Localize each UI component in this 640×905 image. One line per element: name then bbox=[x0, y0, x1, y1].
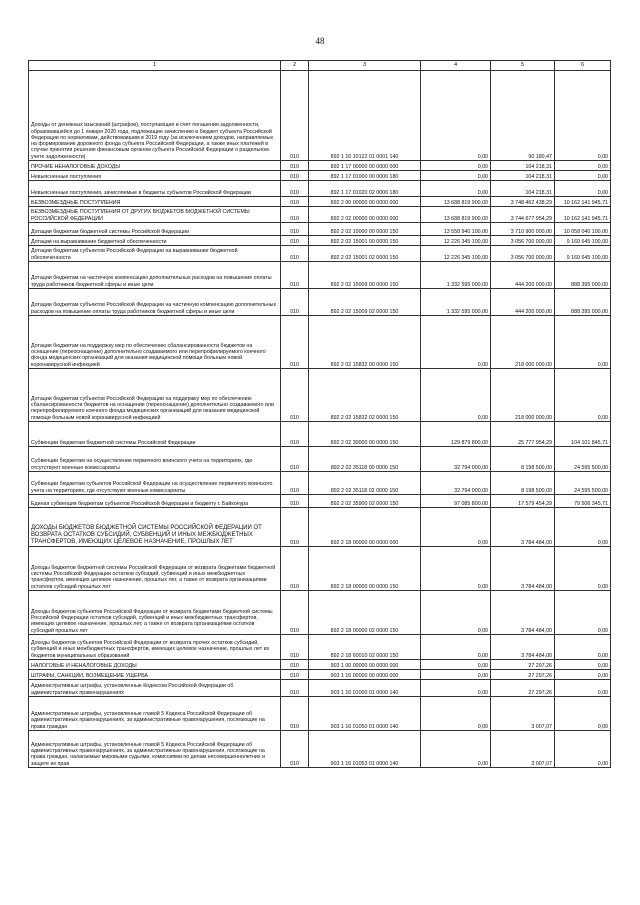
row-code: 010 bbox=[281, 262, 309, 289]
budget-classification-code: 892 2 02 35900 02 0000 150 bbox=[309, 495, 421, 508]
budget-classification-code: 892 2 02 30000 00 0000 150 bbox=[309, 422, 421, 447]
row-name: Дотации бюджетам субъектов Российской Федерации на выравнивание бюджетной обеспеченности bbox=[29, 246, 281, 262]
row-name: Субвенции бюджетам бюджетной системы Российской Федерации bbox=[29, 422, 281, 447]
budget-classification-code: 892 2 02 00000 00 0000 000 bbox=[309, 207, 421, 223]
approved-amount: 0,00 bbox=[421, 508, 491, 547]
approved-amount: 0,00 bbox=[421, 181, 491, 197]
table-row bbox=[29, 369, 611, 422]
unexecuted-amount: 888 395 000,00 bbox=[555, 262, 611, 289]
executed-amount: 3 056 700 000,00 bbox=[491, 236, 555, 246]
table-row bbox=[29, 262, 611, 289]
executed-amount: 3 744 677 954,29 bbox=[491, 207, 555, 223]
row-name: Дотации бюджетам бюджетной системы Российской Федерации bbox=[29, 223, 281, 236]
table-row bbox=[29, 697, 611, 731]
budget-classification-code: 892 2 02 15009 00 0000 150 bbox=[309, 262, 421, 289]
executed-amount: 3 784 484,00 bbox=[491, 547, 555, 591]
unexecuted-amount: 0,00 bbox=[555, 680, 611, 697]
budget-classification-code: 892 2 02 15009 02 0000 150 bbox=[309, 289, 421, 316]
budget-classification-code: 892 2 18 00000 00 0000 000 bbox=[309, 508, 421, 547]
row-code: 010 bbox=[281, 316, 309, 369]
budget-classification-code: 892 2 02 15832 00 0000 150 bbox=[309, 316, 421, 369]
row-name: Единая субвенция бюджетам субъектов Российской Федерации и бюджету г. Байконура bbox=[29, 495, 281, 508]
row-name: Невыясненные поступления, зачисляемые в бюджеты субъектов Российской Федерации bbox=[29, 181, 281, 197]
unexecuted-amount: 0,00 bbox=[555, 181, 611, 197]
row-code: 010 bbox=[281, 731, 309, 768]
row-name: Дотации бюджетам на поддержку мер по обеспечению сбалансированности бюджетов на оснащение (переоснащение) дополнительно создаваемого или перепрофилируемого коечного фонда медицинских организаций для оказания медицинской помощи больным новой коронавирусной инфекцией bbox=[29, 316, 281, 369]
budget-classification-code: 903 1 00 00000 00 0000 000 bbox=[309, 660, 421, 670]
column-header: 6 bbox=[555, 61, 611, 71]
unexecuted-amount: 104 101 845,71 bbox=[555, 422, 611, 447]
row-code: 010 bbox=[281, 289, 309, 316]
row-code: 010 bbox=[281, 71, 309, 161]
approved-amount: 0,00 bbox=[421, 680, 491, 697]
unexecuted-amount: 9 169 645 100,00 bbox=[555, 236, 611, 246]
column-header: 1 bbox=[29, 61, 281, 71]
executed-amount: 3 710 900 000,00 bbox=[491, 223, 555, 236]
row-name: Дотации бюджетам на частичную компенсацию дополнительных расходов на повышение оплаты труда работников бюджетной сферы и иные цели bbox=[29, 262, 281, 289]
executed-amount: 3 056 700 000,00 bbox=[491, 246, 555, 262]
row-name: Доходы бюджетов субъектов Российской Федерации от возврата прочих остатков субсидий, субвенций и иных межбюджетных трансфертов, имеющих целевое назначение, прошлых лет из бюджетов муниципальных образований bbox=[29, 635, 281, 660]
approved-amount: 0,00 bbox=[421, 660, 491, 670]
approved-amount: 12 226 345 100,00 bbox=[421, 246, 491, 262]
unexecuted-amount: 0,00 bbox=[555, 731, 611, 768]
row-code: 010 bbox=[281, 547, 309, 591]
executed-amount: 27 297,26 bbox=[491, 660, 555, 670]
approved-amount: 0,00 bbox=[421, 161, 491, 171]
table-row bbox=[29, 71, 611, 161]
approved-amount: 0,00 bbox=[421, 547, 491, 591]
unexecuted-amount: 0,00 bbox=[555, 697, 611, 731]
approved-amount: 1 332 595 000,00 bbox=[421, 262, 491, 289]
budget-classification-code: 892 2 18 00000 02 0000 150 bbox=[309, 591, 421, 635]
executed-amount: 90 180,47 bbox=[491, 71, 555, 161]
table-row bbox=[29, 660, 611, 670]
unexecuted-amount: 0,00 bbox=[555, 660, 611, 670]
revenue-table bbox=[28, 60, 611, 768]
table-row bbox=[29, 289, 611, 316]
row-code: 010 bbox=[281, 591, 309, 635]
budget-classification-code: 903 1 16 00000 00 0000 000 bbox=[309, 670, 421, 680]
row-code: 010 bbox=[281, 508, 309, 547]
table-row bbox=[29, 680, 611, 697]
column-header: 5 bbox=[491, 61, 555, 71]
approved-amount: 0,00 bbox=[421, 591, 491, 635]
row-code: 010 bbox=[281, 369, 309, 422]
budget-classification-code: 903 1 16 01000 01 0000 140 bbox=[309, 680, 421, 697]
table-row bbox=[29, 161, 611, 171]
budget-classification-code: 892 2 00 00000 00 0000 000 bbox=[309, 197, 421, 207]
executed-amount: 3 748 462 438,29 bbox=[491, 197, 555, 207]
budget-classification-code: 892 1 17 01020 02 0000 180 bbox=[309, 181, 421, 197]
unexecuted-amount: 0,00 bbox=[555, 591, 611, 635]
table-row bbox=[29, 197, 611, 207]
row-code: 010 bbox=[281, 197, 309, 207]
column-header: 2 bbox=[281, 61, 309, 71]
approved-amount: 1 332 595 000,00 bbox=[421, 289, 491, 316]
approved-amount: 13 688 819 900,00 bbox=[421, 207, 491, 223]
row-code: 010 bbox=[281, 236, 309, 246]
executed-amount: 218 000 000,00 bbox=[491, 316, 555, 369]
column-header: 3 bbox=[309, 61, 421, 71]
unexecuted-amount: 0,00 bbox=[555, 369, 611, 422]
row-name: Административные штрафы, установленные главой 5 Кодекса Российской Федерации об административных правонарушениях, за административные правонарушения, посягающие на права граждан bbox=[29, 697, 281, 731]
row-name: Субвенции бюджетам на осуществление первичного воинского учета на территориях, где отсутствуют военные комиссариаты bbox=[29, 447, 281, 472]
table-row bbox=[29, 591, 611, 635]
approved-amount: 0,00 bbox=[421, 316, 491, 369]
row-name: БЕЗВОЗМЕЗДНЫЕ ПОСТУПЛЕНИЯ ОТ ДРУГИХ БЮДЖЕТОВ БЮДЖЕТНОЙ СИСТЕМЫ РОССИЙСКОЙ ФЕДЕРАЦИИ bbox=[29, 207, 281, 223]
budget-classification-code: 892 2 02 35118 00 0000 150 bbox=[309, 447, 421, 472]
executed-amount: 25 777 954,29 bbox=[491, 422, 555, 447]
table-row bbox=[29, 508, 611, 547]
column-header: 4 bbox=[421, 61, 491, 71]
executed-amount: 27 297,26 bbox=[491, 680, 555, 697]
row-code: 010 bbox=[281, 472, 309, 495]
row-code: 010 bbox=[281, 635, 309, 660]
row-name: Дотации на выравнивание бюджетной обеспеченности bbox=[29, 236, 281, 246]
unexecuted-amount: 888 395 000,00 bbox=[555, 289, 611, 316]
row-code: 010 bbox=[281, 161, 309, 171]
executed-amount: 104 218,31 bbox=[491, 161, 555, 171]
executed-amount: 104 218,31 bbox=[491, 171, 555, 181]
row-code: 010 bbox=[281, 422, 309, 447]
table-row bbox=[29, 223, 611, 236]
table-row bbox=[29, 171, 611, 181]
executed-amount: 104 218,31 bbox=[491, 181, 555, 197]
row-name: ДОХОДЫ БЮДЖЕТОВ БЮДЖЕТНОЙ СИСТЕМЫ РОССИЙСКОЙ ФЕДЕРАЦИИ ОТ ВОЗВРАТА ОСТАТКОВ СУБСИДИЙ, СУБВЕНЦИЙ И ИНЫХ МЕЖБЮДЖЕТНЫХ ТРАНСФЕРТОВ, ИМЕЮЩИХ ЦЕЛЕВОЕ НАЗНАЧЕНИЕ, ПРОШЛЫХ ЛЕТ bbox=[29, 508, 281, 547]
row-name: Доходы от денежных взысканий (штрафов), поступающие в счет погашения задолженности, образовавшейся до 1 января 2020 года, подлежащие зачислению в бюджет субъекта Российской Федерации по нормативам, действовавшим в 2019 году (за исключением доходов, направляемых на формирование дорожного фонда субъекта Российской Федерации, а также иных платежей в случае принятия решения финансовым органом субъекта Российской Федерации о раздельном учете задолженности) bbox=[29, 71, 281, 161]
approved-amount: 0,00 bbox=[421, 171, 491, 181]
executed-amount: 444 200 000,00 bbox=[491, 262, 555, 289]
budget-classification-code: 892 2 18 00000 00 0000 150 bbox=[309, 547, 421, 591]
row-name: ПРОЧИЕ НЕНАЛОГОВЫЕ ДОХОДЫ bbox=[29, 161, 281, 171]
row-code: 010 bbox=[281, 171, 309, 181]
row-name: Субвенции бюджетам субъектов Российской Федерации на осуществление первичного воинского учета на территориях, где отсутствуют военные комиссариаты bbox=[29, 472, 281, 495]
row-name: НАЛОГОВЫЕ И НЕНАЛОГОВЫЕ ДОХОДЫ bbox=[29, 660, 281, 670]
approved-amount: 0,00 bbox=[421, 670, 491, 680]
table-row bbox=[29, 316, 611, 369]
table-row bbox=[29, 181, 611, 197]
row-name: Административные штрафы, установленные Кодексом Российской Федерации об административных правонарушениях bbox=[29, 680, 281, 697]
budget-classification-code: 892 2 18 60010 02 0000 150 bbox=[309, 635, 421, 660]
row-name: Административные штрафы, установленные главой 5 Кодекса Российской Федерации об административных правонарушениях, за административные правонарушения, посягающие на права граждан, налагаемые мировыми судьями, комиссиями по делам несовершеннолетних и защите их прав bbox=[29, 731, 281, 768]
unexecuted-amount: 79 506 345,71 bbox=[555, 495, 611, 508]
approved-amount: 129 879 800,00 bbox=[421, 422, 491, 447]
approved-amount: 13 688 819 900,00 bbox=[421, 197, 491, 207]
unexecuted-amount: 0,00 bbox=[555, 71, 611, 161]
unexecuted-amount: 0,00 bbox=[555, 547, 611, 591]
unexecuted-amount: 10 162 141 945,71 bbox=[555, 197, 611, 207]
budget-classification-code: 892 2 02 10000 00 0000 150 bbox=[309, 223, 421, 236]
unexecuted-amount: 24 595 500,00 bbox=[555, 447, 611, 472]
unexecuted-amount: 0,00 bbox=[555, 508, 611, 547]
row-name: Доходы бюджетов бюджетной системы Российской Федерации от возврата бюджетами бюджетной системы Российской Федерации остатков субсидий, субвенций и иных межбюджетных трансфертов, имеющих целевое назначение, прошлых лет, а также от возврата организациями остатков субсидий прошлых лет bbox=[29, 547, 281, 591]
unexecuted-amount: 0,00 bbox=[555, 635, 611, 660]
row-code: 010 bbox=[281, 660, 309, 670]
table-row bbox=[29, 447, 611, 472]
approved-amount: 0,00 bbox=[421, 369, 491, 422]
budget-classification-code: 892 1 16 10122 01 0001 140 bbox=[309, 71, 421, 161]
table-row bbox=[29, 635, 611, 660]
unexecuted-amount: 10 162 141 945,71 bbox=[555, 207, 611, 223]
row-name: Дотации бюджетам субъектов Российской Федерации на частичную компенсацию дополнительных расходов на повышение оплаты труда работников бюджетной сферы и иные цели bbox=[29, 289, 281, 316]
row-code: 010 bbox=[281, 495, 309, 508]
row-code: 010 bbox=[281, 223, 309, 236]
unexecuted-amount: 24 595 500,00 bbox=[555, 472, 611, 495]
approved-amount: 0,00 bbox=[421, 731, 491, 768]
executed-amount: 3 784 484,00 bbox=[491, 508, 555, 547]
executed-amount: 8 198 500,00 bbox=[491, 447, 555, 472]
row-name: Невыясненные поступления bbox=[29, 171, 281, 181]
unexecuted-amount: 9 169 645 100,00 bbox=[555, 246, 611, 262]
approved-amount: 0,00 bbox=[421, 635, 491, 660]
approved-amount: 0,00 bbox=[421, 71, 491, 161]
row-code: 010 bbox=[281, 680, 309, 697]
approved-amount: 32 794 000,00 bbox=[421, 472, 491, 495]
row-code: 010 bbox=[281, 447, 309, 472]
approved-amount: 13 558 940 100,00 bbox=[421, 223, 491, 236]
table-row bbox=[29, 472, 611, 495]
row-code: 010 bbox=[281, 181, 309, 197]
unexecuted-amount: 0,00 bbox=[555, 161, 611, 171]
row-name: БЕЗВОЗМЕЗДНЫЕ ПОСТУПЛЕНИЯ bbox=[29, 197, 281, 207]
executed-amount: 3 784 484,00 bbox=[491, 591, 555, 635]
table-row bbox=[29, 731, 611, 768]
budget-classification-code: 903 1 16 01053 01 0000 140 bbox=[309, 731, 421, 768]
budget-classification-code: 892 1 17 00000 00 0000 000 bbox=[309, 161, 421, 171]
budget-classification-code: 892 2 02 15832 02 0000 150 bbox=[309, 369, 421, 422]
row-code: 010 bbox=[281, 207, 309, 223]
budget-classification-code: 892 2 02 15001 00 0000 150 bbox=[309, 236, 421, 246]
row-name: Доходы бюджетов субъектов Российской Федерации от возврата бюджетами бюджетной системы Российской Федерации остатков субсидий, субвенций и иных межбюджетных трансфертов, имеющих целевое назначение, прошлых лет, а также от возврата организациями остатков субсидий прошлых лет bbox=[29, 591, 281, 635]
approved-amount: 12 226 345 100,00 bbox=[421, 236, 491, 246]
executed-amount: 444 200 000,00 bbox=[491, 289, 555, 316]
row-code: 010 bbox=[281, 670, 309, 680]
unexecuted-amount: 10 058 040 100,00 bbox=[555, 223, 611, 236]
table-row bbox=[29, 422, 611, 447]
table-row bbox=[29, 547, 611, 591]
row-code: 010 bbox=[281, 246, 309, 262]
budget-classification-code: 892 1 17 01000 00 0000 180 bbox=[309, 171, 421, 181]
table-row bbox=[29, 670, 611, 680]
table-row bbox=[29, 495, 611, 508]
table-header-row bbox=[29, 61, 611, 71]
table-row bbox=[29, 246, 611, 262]
executed-amount: 8 198 500,00 bbox=[491, 472, 555, 495]
row-name: Дотации бюджетам субъектов Российской Федерации на поддержку мер по обеспечению сбалансированности бюджетов на оснащение (переоснащение) дополнительно создаваемого или перепрофилируемого коечного фонда медицинских организаций для оказания медицинской помощи больным новой коронавирусной инфекцией bbox=[29, 369, 281, 422]
approved-amount: 0,00 bbox=[421, 697, 491, 731]
executed-amount: 218 000 000,00 bbox=[491, 369, 555, 422]
unexecuted-amount: 0,00 bbox=[555, 316, 611, 369]
executed-amount: 3 007,07 bbox=[491, 697, 555, 731]
unexecuted-amount: 0,00 bbox=[555, 670, 611, 680]
executed-amount: 27 297,26 bbox=[491, 670, 555, 680]
executed-amount: 17 579 454,29 bbox=[491, 495, 555, 508]
unexecuted-amount: 0,00 bbox=[555, 171, 611, 181]
approved-amount: 32 794 000,00 bbox=[421, 447, 491, 472]
budget-classification-code: 903 1 16 01050 01 0000 140 bbox=[309, 697, 421, 731]
executed-amount: 3 007,07 bbox=[491, 731, 555, 768]
row-code: 010 bbox=[281, 697, 309, 731]
budget-classification-code: 892 2 02 35118 02 0000 150 bbox=[309, 472, 421, 495]
approved-amount: 97 085 800,00 bbox=[421, 495, 491, 508]
table-row bbox=[29, 236, 611, 246]
row-name: ШТРАФЫ, САНКЦИИ, ВОЗМЕЩЕНИЕ УЩЕРБА bbox=[29, 670, 281, 680]
budget-classification-code: 892 2 02 15001 02 0000 150 bbox=[309, 246, 421, 262]
table-row bbox=[29, 207, 611, 223]
page-number: 48 bbox=[315, 36, 325, 46]
executed-amount: 3 784 484,00 bbox=[491, 635, 555, 660]
